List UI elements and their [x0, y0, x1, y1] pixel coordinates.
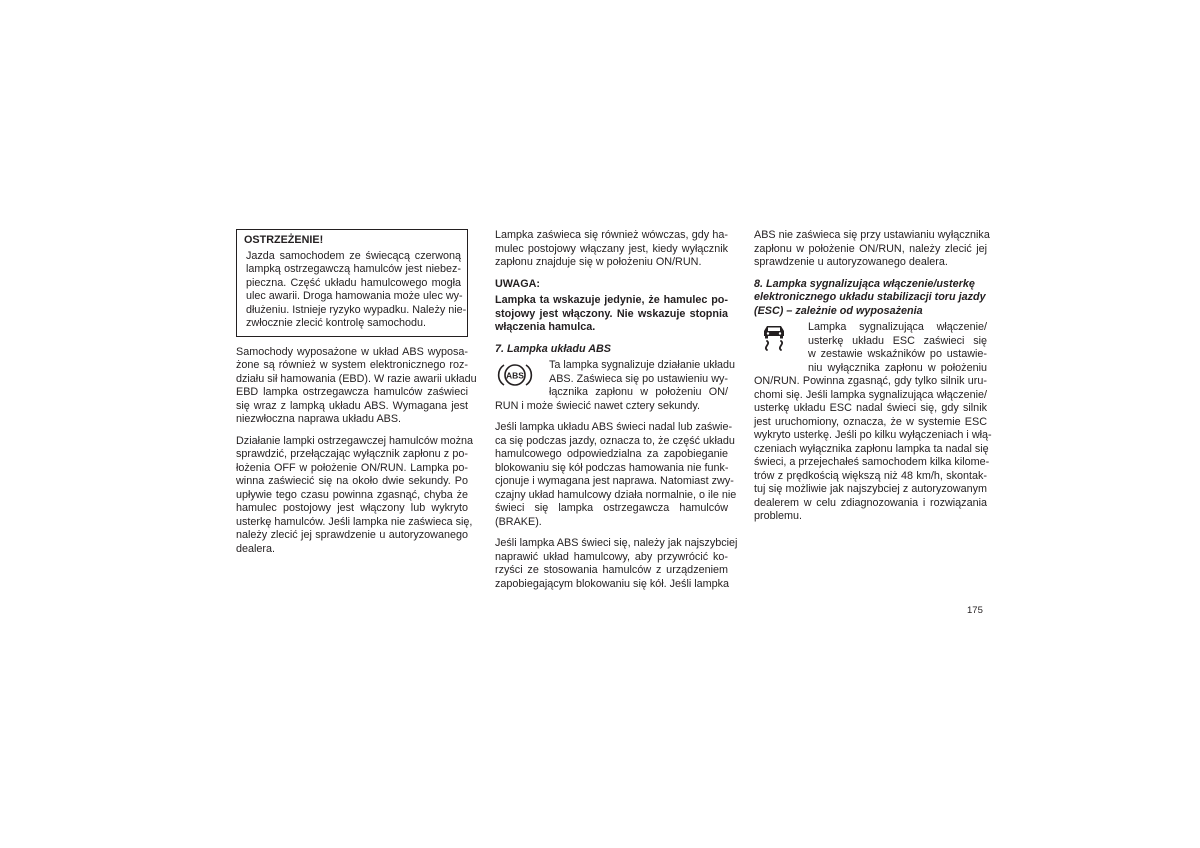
brake-check-paragraph	[236, 434, 474, 557]
abs-fault-paragraph	[495, 421, 737, 529]
text-line: dealera.	[236, 542, 276, 555]
warning-box	[236, 229, 468, 337]
text-line: zapłonu w położenie ON/RUN, należy zlecić jej	[754, 242, 987, 255]
parking-brake-paragraph	[495, 229, 728, 270]
text-line: cjonuje i wymagana jest naprawa. Natomiast zwy-	[495, 475, 734, 487]
text-line: usterkę układu ESC zaświeci się	[808, 334, 987, 347]
text-line: Jeśli lampka ABS świeci się, należy jak najszybciej	[495, 537, 738, 549]
text-line: usterkę hamulców. Jeśli lampka nie zaświeca się,	[236, 515, 473, 528]
text-line: (BRAKE).	[495, 515, 542, 528]
text-line: lampką ostrzegawczą hamulców jest niebez-	[246, 263, 461, 275]
text-line: mulec postojowy włączany jest, kiedy wyłącznik	[495, 242, 728, 255]
note-line: Lampka ta wskazuje jedynie, że hamulec po-	[495, 294, 728, 306]
text-line: EBD lampka ostrzegawcza hamulców zaświeci	[236, 386, 468, 398]
text-line: działu sił hamowania (EBD). W razie awarii układu	[236, 372, 477, 385]
text-line: RUN i może świecić nawet cztery sekundy.	[495, 399, 701, 412]
abs-continued-paragraph	[754, 229, 990, 270]
text-line: naprawić układ hamulcowy, aby przywrócić ko-	[495, 550, 728, 563]
page-number: 175	[967, 605, 983, 616]
text-line: blokowaniu się kół podczas hamowania nie funk-	[495, 461, 729, 474]
text-line: łożenia OFF w położenie ON/RUN. Lampka po-	[236, 461, 468, 474]
text-line: Samochody wyposażone w układ ABS wyposa-	[236, 345, 468, 358]
note-line: stojowy jest włączony. Nie wskazuje stopnia	[495, 307, 728, 320]
abs-icon-row	[495, 359, 736, 413]
text-line: chomi się. Jeśli lampka sygnalizująca włączenie/	[754, 388, 987, 401]
text-line: ulec awarii. Droga hamowania może ulec wy-	[246, 290, 463, 302]
text-line: żone są również w system elektronicznego roz-	[236, 359, 468, 371]
text-line: Ta lampka sygnalizuje działanie układu	[549, 359, 736, 371]
text-line: niezwłoczna naprawa układu ABS.	[236, 413, 402, 425]
text-line: upływie tego czasu powinna zgasnąć, chyba że	[236, 488, 468, 501]
text-line: łącznika zapłonu w położeniu ON/	[549, 386, 728, 398]
text-line: się wraz z lampką układu ABS. Wymagana jest	[236, 399, 468, 412]
text-line: zapłonu znajduje się w położeniu ON/RUN.	[495, 256, 702, 268]
text-line: dealerem w celu zdiagnozowania i rozwiązania	[754, 496, 987, 509]
warning-text	[244, 249, 467, 331]
column-right	[754, 229, 992, 532]
esc-section	[754, 277, 992, 524]
text-line: ca się podczas jazdy, oznacza to, że część układu	[495, 434, 735, 447]
abs-icon-text: ABS	[506, 370, 524, 381]
esc-heading-line: elektronicznego układu stabilizacji toru jazdy	[754, 291, 986, 303]
text-line: niu wyłącznika zapłonu w położeniu	[808, 361, 987, 374]
text-line: sprawdzić, przełączając wyłącznik zapłonu z po-	[236, 448, 468, 460]
esc-icon-row	[754, 321, 992, 524]
text-line: winna zaświecić się na około dwie sekundy. Po	[236, 475, 468, 487]
text-line: ABS nie zaświeca się przy ustawianiu wyłącznika	[754, 229, 990, 241]
text-line: pieczna. Część układu hamulcowego mogła	[246, 276, 461, 289]
text-line: ABS. Zaświeca się po ustawieniu wy-	[549, 372, 728, 385]
text-line: Lampka zaświeca się również wówczas, gdy ha-	[495, 229, 728, 241]
esc-heading-line: 8. Lampka sygnalizująca włączenie/usterkę	[754, 277, 975, 290]
text-line: Jeśli lampka układu ABS świeci nadal lub zaświe-	[495, 421, 733, 433]
text-line: usterkę układu ESC nadal świeci się, gdy silnik	[754, 402, 987, 414]
column-middle	[495, 229, 738, 599]
text-line: Lampka sygnalizująca włączenie/	[808, 321, 987, 333]
note-line: włączenia hamulca.	[495, 321, 596, 333]
text-line: tuj się możliwie jak najszybciej z autoryzowanym	[754, 483, 987, 495]
abs-heading: 7. Lampka układu ABS	[495, 342, 611, 355]
warning-title: OSTRZEŻENIE!	[244, 234, 324, 246]
text-line: jest uruchomiony, oznacza, że w systemie ESC	[754, 415, 987, 428]
text-line: świeci, a przejechałeś samochodem kilka kilome-	[754, 456, 990, 468]
text-line: trów z prędkością większą niż 48 km/h, skontak-	[754, 469, 987, 482]
abs-section	[495, 342, 736, 414]
note-section	[495, 278, 728, 335]
esc-heading-line: (ESC) – zależnie od wyposażenia	[754, 304, 923, 317]
text-line: problemu.	[754, 510, 803, 522]
text-line: sprawdzenie u autoryzowanego dealera.	[754, 256, 948, 268]
abs-repair-paragraph	[495, 537, 738, 591]
note-title: UWAGA:	[495, 277, 540, 290]
skidding-car-icon	[754, 322, 794, 352]
text-line: należy zlecić jej sprawdzenie u autoryzowanego	[236, 529, 468, 541]
text-line: czajny układ hamulcowy działa normalnie, o ile nie	[495, 488, 737, 501]
text-line: w zestawie wskaźników po ustawie-	[808, 348, 987, 360]
text-line: Jazda samochodem ze świecącą czerwoną	[246, 249, 461, 262]
text-line: hamulcowego odpowiedzialna za zapobieganie	[495, 448, 728, 460]
text-line: zwłocznie zlecić kontrolę samochodu.	[246, 317, 427, 329]
text-line: ON/RUN. Powinna zgasnąć, gdy tylko silnik uru-	[754, 375, 987, 387]
column-left	[236, 229, 477, 564]
text-line: hamulec postojowy jest włączony lub wykryto	[236, 502, 468, 514]
abs-warning-icon	[495, 360, 535, 390]
text-line: rzyści ze stosowania hamulców z urządzeniem	[495, 564, 728, 576]
text-line: świeci się lampka ostrzegawcza hamulców	[495, 502, 728, 514]
text-line: Działanie lampki ostrzegawczej hamulców można	[236, 434, 474, 447]
text-line: zapobiegającym blokowaniu się kół. Jeśli lampka	[495, 577, 730, 590]
text-line: czeniach wyłącznika zapłonu lampka ta nadal się	[754, 442, 989, 455]
ebd-paragraph	[236, 345, 477, 427]
text-line: dłużeniu. Istnieje ryzyko wypadku. Należy nie-	[246, 303, 467, 316]
text-line: wykryto usterkę. Jeśli po kilku wyłączeniach i włą-	[754, 429, 992, 441]
